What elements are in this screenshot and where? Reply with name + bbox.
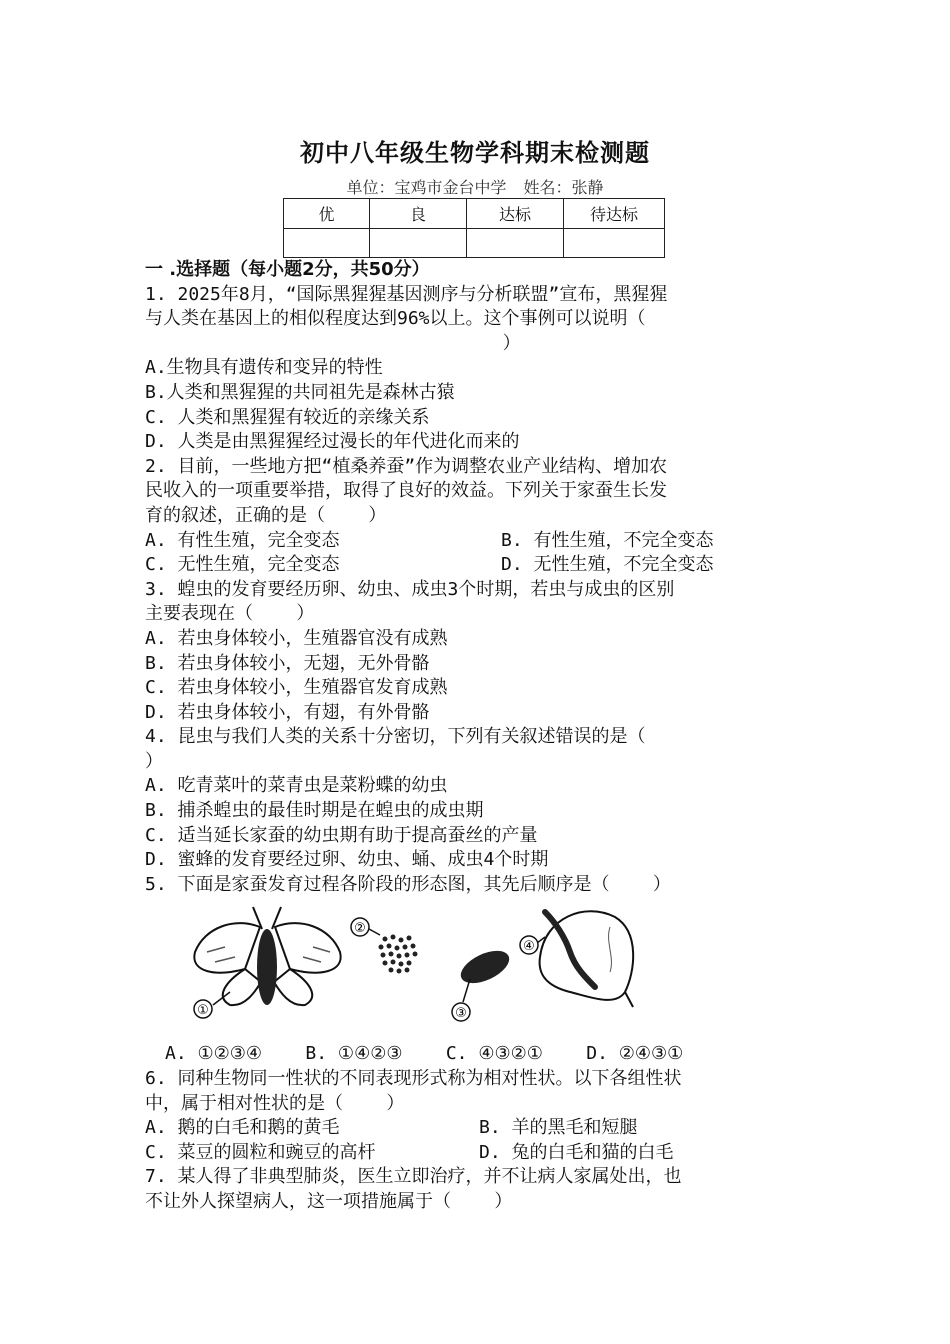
option-b: B.人类和黑猩猩的共同祖先是森林古猿 <box>145 381 455 403</box>
option-a: A. ①②③④ <box>165 1043 263 1065</box>
question-text: 5. 下面是家蚕发育过程各阶段的形态图，其先后顺序是（ ） <box>145 873 671 895</box>
option-row <box>145 529 815 554</box>
grade-table <box>283 198 665 258</box>
larva-on-leaf-icon <box>520 912 633 1008</box>
question-4 <box>145 725 815 873</box>
question-text: 4. 昆虫与我们人类的关系十分密切，下列有关叙述错误的是（ <box>145 726 646 748</box>
option-d: D. 兔的白毛和猫的白毛 <box>479 1141 674 1163</box>
question-text: 2. 目前，一些地方把“植桑养蚕”作为调整农业产业结构、增加农 <box>145 455 668 477</box>
option-row <box>145 1141 815 1166</box>
option-row <box>145 1116 815 1141</box>
question-7 <box>145 1165 815 1214</box>
question-text: 主要表现在（ ） <box>145 603 315 625</box>
unit-label: 单位：宝鸡市金台中学 <box>346 178 507 197</box>
option-c: C. 人类和黑猩猩有较近的亲缘关系 <box>145 406 430 428</box>
grade-score-row <box>284 228 665 258</box>
question-text: 育的叙述，正确的是（ ） <box>145 504 387 526</box>
option-a: A. 若虫身体较小，生殖器官没有成熟 <box>145 627 448 649</box>
name-label: 姓名：张静 <box>523 178 604 197</box>
author-line <box>0 175 950 198</box>
figure-label: ② <box>354 921 366 937</box>
option-b: B. 有性生殖，不完全变态 <box>501 529 714 551</box>
silkworm-figure <box>145 897 815 1042</box>
question-text: ） <box>145 750 163 772</box>
question-2 <box>145 455 815 578</box>
option-c: C. 菜豆的圆粒和豌豆的高杆 <box>145 1141 376 1163</box>
question-text: 不让外人探望病人，这一项措施属于（ ） <box>145 1191 513 1212</box>
question-text: 民收入的一项重要举措，取得了良好的效益。下列关于家蚕生长发 <box>145 480 667 502</box>
eggs-icon <box>351 918 418 974</box>
grade-cell[interactable] <box>284 228 370 258</box>
question-text: 6. 同种生物同一性状的不同表现形式称为相对性状。以下各组性状 <box>145 1068 682 1090</box>
silkworm-stages-illustration <box>185 897 645 1037</box>
option-b: B. 羊的黑毛和短腿 <box>479 1117 638 1139</box>
question-text: 中，属于相对性状的是（ ） <box>145 1092 405 1114</box>
grade-cell[interactable] <box>370 228 467 258</box>
grade-cell[interactable] <box>564 228 665 258</box>
exam-body <box>145 258 815 1215</box>
option-b: B. 若虫身体较小，无翅，无外骨骼 <box>145 652 430 674</box>
question-text: 7. 某人得了非典型肺炎，医生立即治疗，并不让病人家属处出，也 <box>145 1166 682 1188</box>
grade-cell[interactable] <box>467 228 564 258</box>
option-a: A. 吃青菜叶的菜青虫是菜粉蝶的幼虫 <box>145 775 448 797</box>
figure-label: ③ <box>455 1006 467 1022</box>
option-d: D. 无性生殖，不完全变态 <box>501 554 714 576</box>
question-text: ） <box>145 332 521 354</box>
option-row <box>145 553 815 578</box>
question-text: 3. 蝗虫的发育要经历卵、幼虫、成虫3个时期，若虫与成虫的区别 <box>145 578 675 600</box>
grade-good: 良 <box>370 199 467 229</box>
question-3 <box>145 578 815 726</box>
page-title: 初中八年级生物学科期末检测题 <box>300 139 650 167</box>
question-6 <box>145 1067 815 1165</box>
figure-label: ① <box>197 1003 209 1019</box>
moth-icon <box>194 907 341 1018</box>
option-d: D. 蜜蜂的发育要经过卵、幼虫、蛹、成虫4个时期 <box>145 849 549 871</box>
figure-label: ④ <box>523 939 535 955</box>
option-a: A. 鹅的白毛和鹅的黄毛 <box>145 1117 340 1139</box>
option-a: A. 有性生殖，完全变态 <box>145 529 340 551</box>
option-b: B. ①④②③ <box>305 1043 403 1065</box>
pupa-icon <box>452 945 514 1022</box>
grade-excellent: 优 <box>284 199 370 229</box>
grade-header-row <box>284 199 665 229</box>
option-c: C. 无性生殖，完全变态 <box>145 554 340 576</box>
grade-fail: 待达标 <box>564 199 665 229</box>
option-d: D. 若虫身体较小，有翅，有外骨骼 <box>145 701 430 723</box>
option-a: A.生物具有遗传和变异的特性 <box>145 357 383 379</box>
grade-pass: 达标 <box>467 199 564 229</box>
question-text: 与人类在基因上的相似程度达到96%以上。这个事例可以说明（ <box>145 308 646 330</box>
option-c: C. 适当延长家蚕的幼虫期有助于提高蚕丝的产量 <box>145 824 538 846</box>
question-text: 1. 2025年8月，“国际黑猩猩基因测序与分析联盟”宣布，黑猩猩 <box>145 283 668 305</box>
section-title: 一 .选择题（每小题2分，共50分） <box>145 259 430 280</box>
option-b: B. 捕杀蝗虫的最佳时期是在蝗虫的成虫期 <box>145 800 484 822</box>
option-c: C. ④③②① <box>445 1043 543 1065</box>
option-row <box>145 1042 815 1067</box>
question-5 <box>145 873 815 1067</box>
question-1 <box>145 283 815 455</box>
option-d: D. ②④③① <box>586 1043 684 1065</box>
option-c: C. 若虫身体较小，生殖器官发育成熟 <box>145 677 448 699</box>
option-d: D. 人类是由黑猩猩经过漫长的年代进化而来的 <box>145 431 520 453</box>
